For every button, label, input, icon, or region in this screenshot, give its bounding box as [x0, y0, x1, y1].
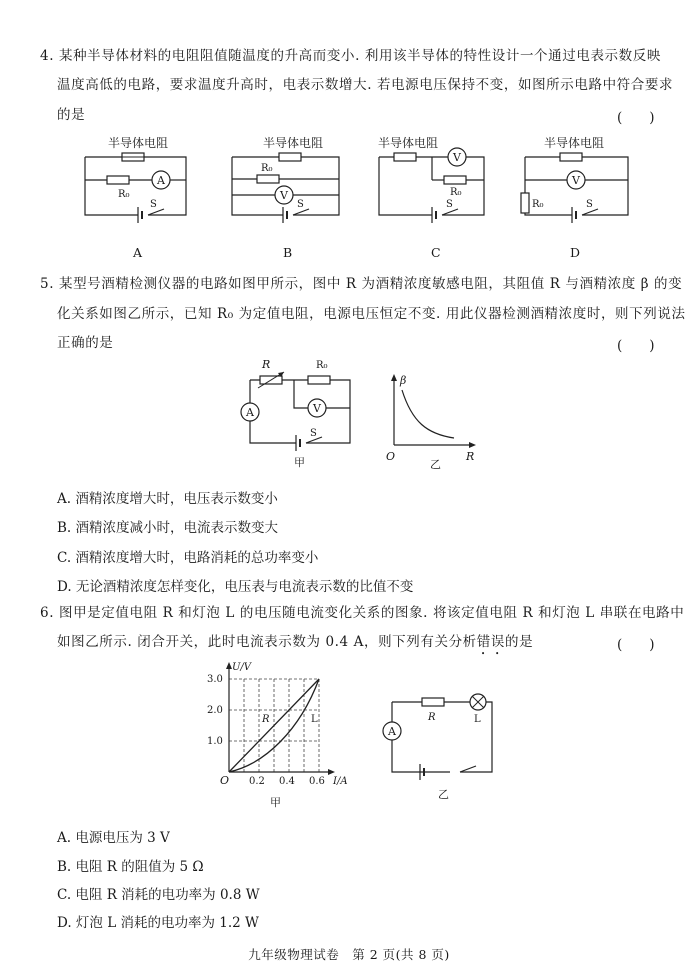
svg-text:V: V: [572, 174, 580, 187]
q5-line-3: 正确的是: [57, 335, 114, 351]
svg-text:0.6: 0.6: [309, 776, 325, 787]
q6-option-a[interactable]: A. 电源电压为 3 V: [57, 830, 170, 846]
svg-text:3.0: 3.0: [207, 674, 223, 685]
q6-line-1: 6. 图甲是定值电阻 R 和灯泡 L 的电压随电流变化关系的图象. 将该定值电阻 R 和灯泡 L 串联在电路中: [40, 605, 685, 621]
svg-text:半导体电阻: 半导体电阻: [544, 136, 605, 150]
svg-text:V: V: [453, 151, 461, 164]
svg-text:S: S: [310, 428, 317, 439]
svg-text:R: R: [262, 358, 271, 371]
svg-text:S: S: [446, 199, 453, 210]
svg-text:R: R: [262, 714, 270, 725]
ammeter-label: A: [157, 174, 165, 187]
q5-circuit-jia: [238, 358, 358, 468]
svg-text:0.2: 0.2: [249, 776, 265, 787]
q5-line-2: 化关系如图乙所示，已知 R₀ 为定值电阻，电源电压恒定不变. 用此仪器检测酒精浓度时，则下列说法: [57, 306, 686, 322]
svg-text:L: L: [474, 714, 481, 725]
svg-text:V: V: [313, 402, 321, 415]
q6-option-d[interactable]: D. 灯泡 L 消耗的电功率为 1.2 W: [57, 915, 259, 931]
voltmeter-label: V: [280, 189, 288, 202]
svg-text:S: S: [150, 199, 157, 210]
option-c-label: C: [431, 245, 441, 260]
q4-circuit-a: [80, 135, 195, 230]
q6-option-c[interactable]: C. 电阻 R 消耗的电功率为 0.8 W: [57, 887, 260, 903]
svg-text:S: S: [297, 199, 304, 210]
q6-line-2: 如图乙所示. 闭合开关，此时电流表示数为 0.4 A，则下列有关分析错误的是: [57, 634, 534, 650]
svg-text:O: O: [220, 774, 230, 787]
svg-text:乙: 乙: [430, 458, 441, 471]
svg-text:O: O: [386, 450, 396, 463]
line-r: [229, 679, 319, 772]
q4-circuit-c: [376, 135, 491, 230]
svg-text:R: R: [466, 450, 475, 463]
q5-option-c[interactable]: C. 酒精浓度增大时，电路消耗的总功率变小: [57, 550, 319, 566]
svg-text:甲: 甲: [270, 796, 281, 809]
svg-text:R: R: [428, 712, 436, 723]
q6-option-b[interactable]: B. 电阻 R 的阻值为 5 Ω: [57, 859, 204, 875]
q6-circuit-yi: [380, 690, 500, 805]
q6-graph-jia: [205, 660, 355, 810]
q5-graph-yi: [382, 370, 482, 470]
svg-text:R₀: R₀: [118, 189, 130, 200]
q4-line-1: 4. 某种半导体材料的电阻阻值随温度的升高而变小. 利用该半导体的特性设计一个通过电表示数反映: [40, 48, 661, 64]
semiconductor-label: 半导体电阻: [108, 136, 169, 150]
svg-text:A: A: [388, 725, 396, 738]
svg-text:L: L: [311, 714, 318, 725]
option-a-label: A: [133, 245, 143, 260]
svg-text:0.4: 0.4: [279, 776, 295, 787]
q4-answer-paren: ( ): [617, 110, 655, 126]
option-d-label: D: [570, 245, 581, 260]
svg-text:2.0: 2.0: [207, 705, 223, 716]
q6-answer-paren: ( ): [617, 637, 655, 653]
svg-text:甲: 甲: [294, 456, 305, 469]
svg-text:1.0: 1.0: [207, 736, 223, 747]
svg-text:I/A: I/A: [333, 776, 348, 787]
q5-option-b[interactable]: B. 酒精浓度减小时，电流表示数变大: [57, 520, 279, 536]
q4-line-3: 的是: [57, 107, 86, 123]
q5-option-a[interactable]: A. 酒精浓度增大时，电压表示数变小: [57, 491, 278, 507]
svg-text:R₀: R₀: [532, 199, 544, 210]
svg-text:U/V: U/V: [232, 662, 252, 673]
emphasis-dots: 错误: [476, 634, 505, 650]
q4-line-2: 温度高低的电路，要求温度升高时，电表示数增大. 若电源电压保持不变，如图所示电路中符合要求: [57, 77, 674, 93]
option-b-label: B: [283, 245, 293, 260]
q5-line-1: 5. 某型号酒精检测仪器的电路如图甲所示，图中 R 为酒精浓度敏感电阻，其阻值 R 与酒精浓度 β 的变: [40, 276, 683, 292]
q4-circuit-d: [520, 135, 635, 230]
q4-circuit-b: [229, 135, 344, 230]
svg-text:β: β: [400, 374, 407, 387]
svg-text:半导体电阻: 半导体电阻: [378, 136, 439, 150]
svg-text:S: S: [586, 199, 593, 210]
svg-text:乙: 乙: [438, 788, 449, 801]
q5-option-d[interactable]: D. 无论酒精浓度怎样变化，电压表与电流表示数的比值不变: [57, 579, 414, 595]
q5-answer-paren: ( ): [617, 338, 655, 354]
svg-text:半导体电阻: 半导体电阻: [263, 136, 324, 150]
svg-text:R₀: R₀: [450, 187, 462, 198]
svg-text:R₀: R₀: [261, 163, 273, 174]
svg-text:A: A: [246, 406, 254, 419]
page-footer: 九年级物理试卷 第 2 页(共 8 页): [248, 947, 450, 962]
svg-text:R₀: R₀: [316, 360, 328, 371]
